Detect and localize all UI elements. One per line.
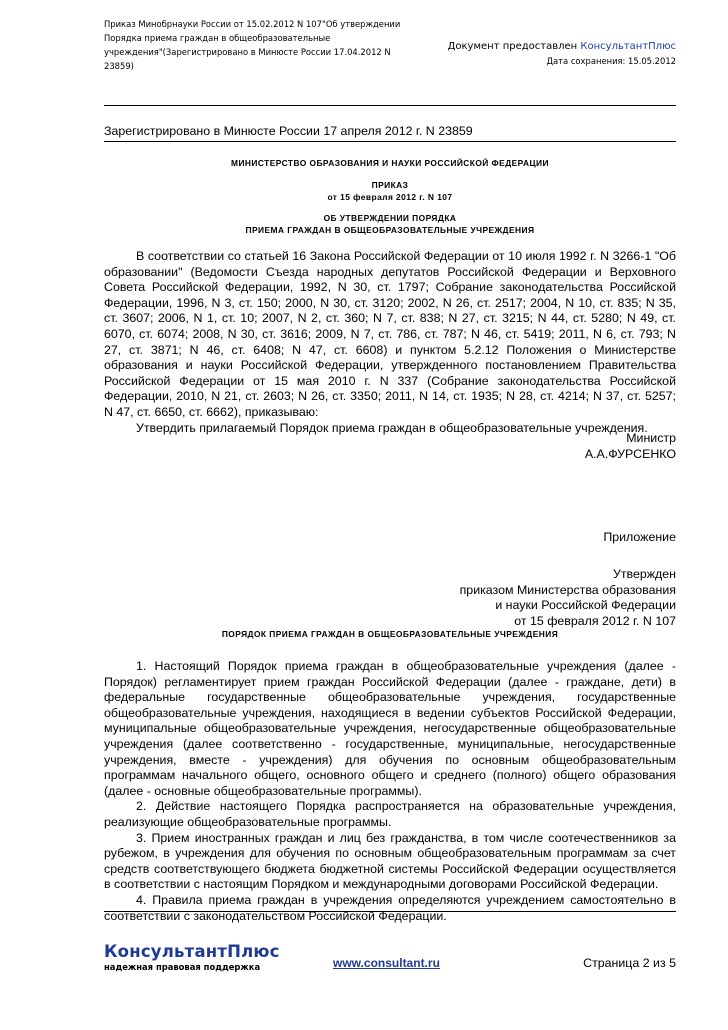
order-title: ПРИКАЗ <box>371 180 409 190</box>
consultant-brand-link[interactable]: КонсультантПлюс <box>580 41 676 52</box>
approval-line: приказом Министерства образования <box>459 582 676 597</box>
clause-paragraph: 4. Правила приема граждан в учреждения определяются учреждением самостоятельно в соответствии с законодательством Российской Федерации. <box>104 892 676 923</box>
order-body <box>104 249 676 436</box>
header-title-line: Приказ Минобрнауки России от 15.02.2012 N 107"Об утверждении <box>104 19 401 29</box>
save-date: Дата сохранения: 15.05.2012 <box>546 56 676 66</box>
consultant-logo <box>104 942 280 972</box>
order-date: от 15 февраля 2012 г. N 107 <box>327 192 453 202</box>
appendix-label: Приложение <box>603 530 676 544</box>
procedure-title: ПОРЯДОК ПРИЕМА ГРАЖДАН В ОБЩЕОБРАЗОВАТЕЛЬНЫЕ УЧРЕЖДЕНИЯ <box>221 629 559 639</box>
approval-line: от 15 февраля 2012 г. N 107 <box>514 613 676 628</box>
signature-block <box>585 431 676 462</box>
order-subject-line-2: ПРИЕМА ГРАЖДАН В ОБЩЕОБРАЗОВАТЕЛЬНЫЕ УЧРЕЖДЕНИЯ <box>245 225 535 235</box>
approval-block <box>460 567 676 629</box>
registration-underline <box>104 141 676 142</box>
clause-paragraph: 1. Настоящий Порядок приема граждан в общеобразовательные учреждения (далее - Порядок) регламентирует прием граждан Российской Федерации (далее - граждане, дети) в федеральные государственные общеобразовательные учреждения, государственные общеобразовательные учреждения, находящиеся в ведении субъектов Российской Федерации, муниципальные общеобразовательные учреждения, негосударственные общеобразовательные учреждения (далее соответственно - государственные, муниципальные, негосударственные учреждения, вместе - учреждения) для обучения по основным общеобразовательным программам начального общего, основного общего и среднего (полного) общего образования (далее - основные общеобразовательные программы). <box>104 659 676 798</box>
clause-paragraph: 3. Прием иностранных граждан и лиц без гражданства, в том числе соотечественников за рубежом, в учреждения для обучения по основным общеобразовательным программам за счет средств соответствующего бюджета бюджетной системы Российской Федерации осуществляется в соответствии с настоящим Порядком и международными договорами Российской Федерации. <box>104 830 676 892</box>
order-subject-line-1: ОБ УТВЕРЖДЕНИИ ПОРЯДКА <box>323 213 457 223</box>
logo-name: КонсультантПлюс <box>104 942 280 961</box>
page-number: Страница 2 из 5 <box>583 956 676 970</box>
procedure-clauses <box>104 659 676 924</box>
header-title-line: Порядка приема граждан в общеобразовательные <box>104 33 331 43</box>
registration-note: Зарегистрировано в Минюсте России 17 апреля 2012 г. N 23859 <box>104 124 473 138</box>
footer-divider <box>104 911 676 912</box>
logo-tagline: надежная правовая поддержка <box>104 962 261 972</box>
signer-position: Министр <box>626 431 676 445</box>
approval-line: и науки Российской Федерации <box>495 598 676 613</box>
header-title-line: 23859) <box>104 61 134 71</box>
clause-paragraph: 2. Действие настоящего Порядка распространяется на образовательные учреждения, реализующие общеобразовательные программы. <box>104 799 676 829</box>
provided-prefix: Документ предоставлен <box>447 41 581 52</box>
approval-line: Утвержден <box>612 567 676 581</box>
header-title-line: учреждения"(Зарегистрировано в Минюсте России 17.04.2012 N <box>104 47 391 57</box>
preamble-paragraph: В соответствии со статьей 16 Закона Российской Федерации от 10 июля 1992 г. N 3266-1 "Об образовании" (Ведомости Съезда народных депутатов Российской Федерации и Верховного Совета Российской Федерации, 1992, N 30, ст. 1797; Собрание законодательства Российской Федерации, 1996, N 3, ст. 150; 2000, N 30, ст. 3120; 2002, N 26, ст. 2517; 2004, N 10, ст. 835; N 35, ст. 3607; 2006, N 1, ст. 10; 2007, N 2, ст. 360; N 7, ст. 838; N 27, ст. 3215; N 44, ст. 5280; N 49, ст. 6070, ст. 6074; 2008, N 30, ст. 3616; 2009, N 7, ст. 786, ст. 787; N 46, ст. 5419; 2011, N 6, ст. 793; N 27, ст. 3871; N 46, ст. 6408; N 47, ст. 6608) и пунктом 5.2.12 Положения о Министерстве образования и науки Российской Федерации, утвержденного постановлением Правительства Российской Федерации от 15 мая 2010 г. N 337 (Собрание законодательства Российской Федерации, 2010, N 21, ст. 2603; N 26, ст. 3350; 2011, N 14, ст. 1935; N 28, ст. 4214; N 37, ст. 5257; N 47, ст. 6650, ст. 6662), приказываю: <box>104 249 676 419</box>
directive-paragraph: Утвердить прилагаемый Порядок приема граждан в общеобразовательные учреждения. <box>136 420 648 435</box>
signer-name: А.А.ФУРСЕНКО <box>584 446 676 461</box>
website-link[interactable]: www.consultant.ru <box>333 956 440 970</box>
ministry-heading: МИНИСТЕРСТВО ОБРАЗОВАНИЯ И НАУКИ РОССИЙСКОЙ ФЕДЕРАЦИИ <box>231 158 549 168</box>
document-header-source <box>448 40 676 68</box>
header-divider <box>104 105 676 106</box>
document-header-title <box>104 17 424 73</box>
provided-by <box>448 40 676 54</box>
